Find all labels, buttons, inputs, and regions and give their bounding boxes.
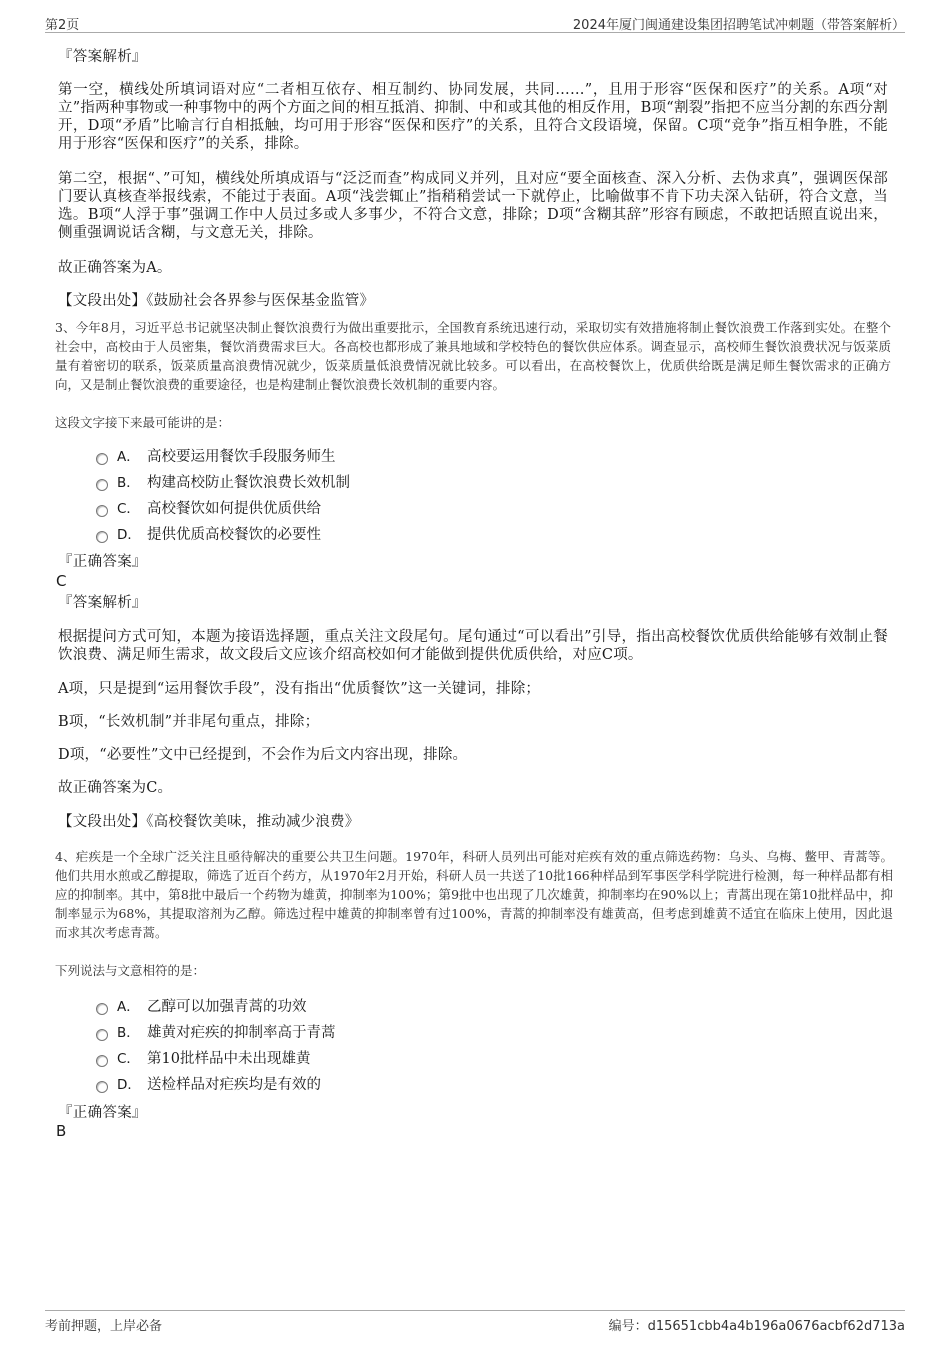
option-letter: B． — [117, 1025, 140, 1041]
option-letter: C． — [117, 501, 140, 517]
option-text: 乙醇可以加强青蒿的功效 — [147, 999, 307, 1015]
question-4-prompt: 下列说法与文意相符的是： — [55, 963, 206, 978]
page-footer — [45, 1310, 905, 1333]
radio-icon[interactable] — [96, 1081, 108, 1093]
correct-answer-label: 『正确答案』 — [58, 1105, 147, 1121]
option-letter: A． — [117, 449, 140, 465]
option-text: 高校餐饮如何提供优质供给 — [147, 501, 321, 517]
option-c[interactable] — [96, 1048, 310, 1070]
option-b[interactable] — [96, 1022, 336, 1044]
correct-answer: B — [56, 1122, 67, 1140]
correct-answer-label: 『正确答案』 — [58, 554, 147, 570]
source-citation: 【文段出处】《高校餐饮美味，推动减少浪费》 — [58, 814, 360, 830]
option-text: 高校要运用餐饮手段服务师生 — [147, 449, 336, 465]
page-number: 第2页 — [45, 18, 80, 33]
correct-answer: C — [56, 572, 67, 590]
option-c[interactable] — [96, 498, 321, 520]
option-d[interactable] — [96, 1074, 321, 1096]
option-a[interactable] — [96, 996, 307, 1018]
footer-slogan: 考前押题，上岸必备 — [45, 1319, 163, 1334]
radio-icon[interactable] — [96, 531, 108, 543]
analysis-paragraph: 第一空，横线处所填词语对应“二者相互依存、相互制约、协同发展，共同……”，且用于形容“医保和医疗”的关系。A项“对立”指两种事物或一种事物中的两个方面之间的相互抵消、抑制、中和或其他的相反作用，B项“割裂”指把不应当分割的东西分割开，D项“矛盾”比喻言行自相抵触，均可用于形容“医保和医疗”的关系，且符合文段语境，保留。C项“竞争”指互相争胜，不能用于形容“医保和医疗”的关系，排除。 — [58, 82, 888, 152]
option-text: 提供优质高校餐饮的必要性 — [147, 527, 321, 543]
answer-analysis-label: 『答案解析』 — [58, 595, 147, 611]
conclusion-text: 故正确答案为C。 — [58, 780, 173, 796]
option-letter: D． — [117, 527, 141, 543]
question-3-prompt: 这段文字接下来最可能讲的是： — [55, 415, 231, 430]
option-letter: A． — [117, 999, 140, 1015]
radio-icon[interactable] — [96, 505, 108, 517]
analysis-paragraph: 根据提问方式可知，本题为接语选择题，重点关注文段尾句。尾句通过“可以看出”引导，指出高校餐饮优质供给能够有效制止餐饮浪费、满足师生需求，故文段后文应该介绍高校如何才能做到提供优质供给，对应C项。 — [58, 629, 888, 663]
source-citation: 【文段出处】《鼓励社会各界参与医保基金监管》 — [58, 293, 375, 309]
option-text: 第10批样品中未出现雄黄 — [147, 1051, 311, 1067]
analysis-paragraph: 第二空，根据“、”可知，横线处所填成语与“泛泛而查”构成同义并列，且对应“要全面核查、深入分析、去伪求真”，强调医保部门要认真核查举报线索，不能过于表面。A项“浅尝辄止”指稍稍尝试一下就停止，比喻做事不肯下功夫深入钻研，符合文意，当选。B项“人浮于事”强调工作中人员过多或人多事少，不符合文意，排除；D项“含糊其辞”形容有顾虑，不敢把话照直说出来，侧重强调说话含糊，与文意无关，排除。 — [58, 171, 888, 241]
option-text: 构建高校防止餐饮浪费长效机制 — [147, 475, 350, 491]
radio-icon[interactable] — [96, 479, 108, 491]
conclusion-text: 故正确答案为A。 — [58, 260, 172, 276]
question-4-text: 4、疟疾是一个全球广泛关注且亟待解决的重要公共卫生问题。1970年，科研人员列出可能对疟疾有效的重点筛选药物：乌头、乌梅、鳖甲、青蒿等。他们共用水煎或乙醇提取，筛选了近百个药方，从1970年2月开始，科研人员一共送了10批166种样品到军事医学科学院进行检测，每一种样品都有相应的抑制率。其中，第8批中最后一个药物为雄黄，抑制率为100%；第9批中也出现了几次雄黄，抑制率均在90%以上；青蒿出现在第10批样品中，抑制率显示为68%，其提取溶剂为乙醇。筛选过程中雄黄的抑制率曾有过100%，青蒿的抑制率没有雄黄高，但考虑到雄黄不适宜在临床上使用，因此退而求其次考虑青蒿。 — [55, 849, 893, 940]
option-text: 雄黄对疟疾的抑制率高于青蒿 — [147, 1025, 336, 1041]
option-letter: D． — [117, 1077, 141, 1093]
radio-icon[interactable] — [96, 1029, 108, 1041]
page-header — [45, 12, 905, 33]
document-title: 2024年厦门闽通建设集团招聘笔试冲刺题（带答案解析） — [572, 18, 905, 33]
analysis-paragraph: A项，只是提到“运用餐饮手段”，没有指出“优质餐饮”这一关键词，排除； — [58, 681, 541, 697]
option-text: 送检样品对疟疾均是有效的 — [147, 1077, 321, 1093]
answer-analysis-label: 『答案解析』 — [58, 49, 147, 65]
option-letter: B． — [117, 475, 140, 491]
option-a[interactable] — [96, 446, 336, 468]
analysis-paragraph: B项，“长效机制”并非尾句重点，排除； — [58, 714, 320, 730]
radio-icon[interactable] — [96, 453, 108, 465]
analysis-paragraph: D项，“必要性”文中已经提到，不会作为后文内容出现，排除。 — [58, 747, 468, 763]
option-d[interactable] — [96, 524, 321, 546]
question-3-text: 3、今年8月，习近平总书记就坚决制止餐饮浪费行为做出重要批示，全国教育系统迅速行动，采取切实有效措施将制止餐饮浪费工作落到实处。在整个社会中，高校由于人员密集，餐饮消费需求巨大。各高校也都形成了兼具地域和学校特色的餐饮供应体系。调查显示，高校师生餐饮浪费状况与饭菜质量有着密切的联系，饭菜质量高浪费情况就少，饭菜质量低浪费情况就比较多。可以看出，在高校餐饮上，优质供给既是满足师生餐饮需求的正确方向，又是制止餐饮浪费的重要途径，也是构建制止餐饮浪费长效机制的重要内容。 — [55, 320, 891, 392]
document-id: 编号：d15651cbb4a4b196a0676acbf62d713a — [608, 1319, 905, 1334]
radio-icon[interactable] — [96, 1055, 108, 1067]
option-letter: C． — [117, 1051, 140, 1067]
radio-icon[interactable] — [96, 1003, 108, 1015]
option-b[interactable] — [96, 472, 350, 494]
